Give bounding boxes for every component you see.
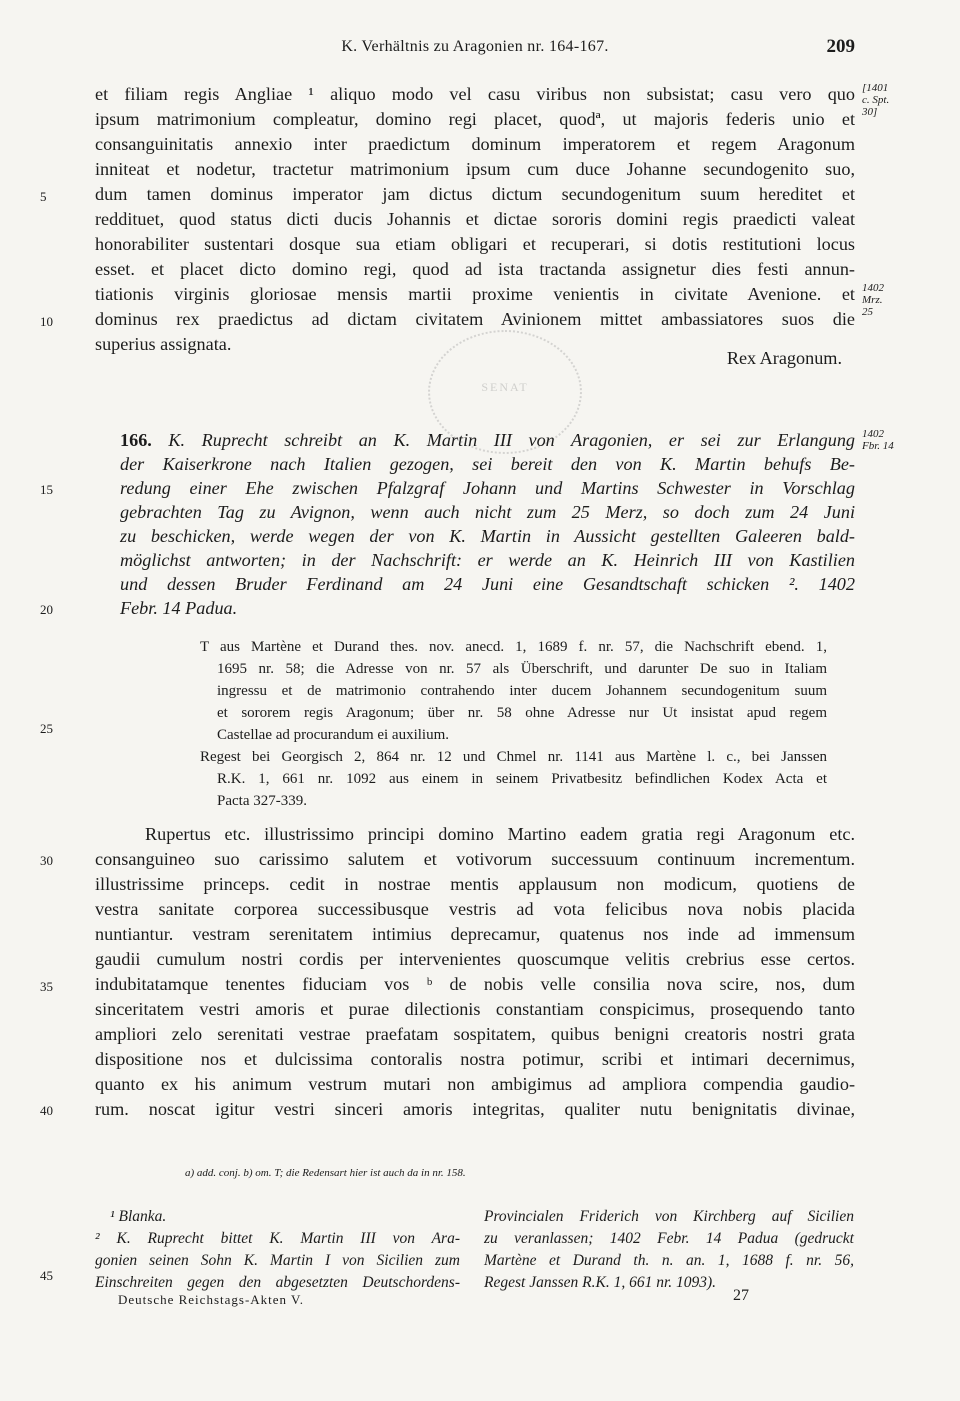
- regest-line: gebrachten Tag zu Avignon, wenn auch nicht zum 25 Merz, so doch zum 24 Juni: [120, 502, 855, 522]
- line-number: 5: [40, 189, 47, 204]
- letter-line: rum. noscat igitur vestri sinceri amoris integritas, qualiter nutu benignitatis divinae,: [95, 1099, 855, 1119]
- footnote-line: Provincialen Friderich von Kirchberg auf Sicilien: [484, 1208, 854, 1225]
- line-number: 35: [40, 979, 53, 994]
- text-line: ipsum matrimonium compleatur, domino regi placet, quodª, ut majoris federis unio et: [95, 109, 855, 129]
- footnote-line: gonien seinen Sohn K. Martin I von Sicilien zum: [95, 1252, 460, 1269]
- text-line: tiationis virginis gloriosae mensis martii proxime venientis in civitate Avenione. et: [95, 284, 855, 304]
- line-number: 30: [40, 853, 53, 868]
- line-number: 20: [40, 602, 53, 617]
- footnote-line: zu veranlassen; 1402 Febr. 14 Padua (gedruckt: [484, 1230, 854, 1247]
- text-line: inniteat et nodetur, tractetur matrimonium ipsum cum duce Johanne secundogenito suo,: [95, 159, 855, 179]
- text-line: esset. et placet dicto domino regi, quod ad ista tractanda assignetur dies festi annun-: [95, 259, 855, 279]
- signature: Rex Aragonum.: [726, 348, 842, 368]
- line-number: 15: [40, 482, 53, 497]
- margin-date-note: [1401 c. Spt. 30]: [862, 82, 890, 118]
- text-line: dominus rex praedictus ad dictam civitatem Avinionem mittet ambassiatores suos die: [95, 309, 855, 329]
- regest-line: redung einer Ehe zwischen Pfalzgraf Johann und Martins Schwester in Vorschlag: [120, 478, 855, 498]
- letter-line: nuntiantur. vestram serenitatem intimius deprecamur, quatenus nos inde ad immensum: [95, 924, 855, 944]
- letter-line: vestra sanitate corporea successibusque vestris ad vota felicibus nova nobis placida: [95, 899, 855, 919]
- series-label: Deutsche Reichstags-Akten V.: [118, 1292, 305, 1307]
- text-line: reddituet, quod status dicti ducis Johannis et dictae sororis domini regis praedicti valeat: [95, 209, 855, 229]
- text-line: et filiam regis Angliae ¹ aliquo modo vel casu viribus non subsistat; casu vero quo: [95, 84, 855, 104]
- regest-line: und dessen Bruder Ferdinand am 24 Juni eine Gesandtschaft schicken ². 1402: [120, 574, 855, 594]
- source-line: et sororem regis Aragonum; über nr. 58 ohne Adresse nur Ut insistat apud regem: [217, 705, 827, 721]
- regest-line: möglichst antworten; in der Nachschrift: er werde an K. Heinrich III von Kastilien: [120, 550, 855, 570]
- letter-line: indubitatamque tenentes fiduciam vos ᵇ de nobis velle consilia nova scire, nos, dum: [95, 974, 855, 994]
- letter-line: ampliori zelo serenitati vestrae praefatam sospitatem, quibus benigni creatoris nostri grata: [95, 1024, 855, 1044]
- letter-line: sinceritatem vestri amoris et purae dilectionis constantiam conspicimus, prosequendo tanto: [95, 999, 855, 1019]
- letter-line: dispositione nos et dulcissima contoralis nostra potimur, scribi et intimari decernimus,: [95, 1049, 855, 1069]
- page-header: [95, 38, 855, 62]
- footnote-line: ¹ Blanka.: [110, 1208, 167, 1225]
- signature-number: 27: [733, 1287, 749, 1304]
- source-line: 1695 nr. 58; die Adresse von nr. 57 als Überschrift, und darunter De suo in Italiam: [217, 661, 827, 677]
- footnotes-left: [95, 1206, 460, 1294]
- regest-line: zu beschicken, werde wegen der von K. Martin in Aussicht gestellten Galeeren bald-: [120, 526, 855, 546]
- document-number: 166.: [120, 430, 152, 450]
- library-stamp: SENAT: [428, 330, 582, 454]
- source-line: Regest bei Georgisch 2, 864 nr. 12 und Chmel nr. 1141 aus Martène l. c., bei Janssen: [200, 749, 827, 765]
- letter-line: quanto ex his animum vestrum mutari non ambigimus ad ampliora compendia gaudio-: [95, 1074, 855, 1094]
- regest-line: [120, 428, 855, 453]
- source-line: Castellae ad procurandum ei auxilium.: [217, 727, 450, 743]
- letter-line: illustrissime princeps. cedit in nostrae mentis applausum non modicum, quotiens de: [95, 874, 855, 894]
- running-title: K. Verhältnis zu Aragonien nr. 164-167.: [341, 38, 609, 55]
- footnote-line: Regest Janssen R.K. 1, 661 nr. 1093).: [484, 1274, 717, 1291]
- margin-date-note: 1402 Mrz. 25: [862, 282, 884, 318]
- text-line: dum tamen dominus imperator jam dictus dictum secundogenitum suum hereditet et: [95, 184, 855, 204]
- letter-line: Rupertus etc. illustrissimo principi domino Martino eadem gratia regi Aragonum etc.: [145, 824, 855, 844]
- footnote-line: Einschreiten gegen den abgesetzten Deutschordens-: [95, 1274, 460, 1291]
- margin-date-note: 1402 Fbr. 14: [862, 428, 894, 452]
- source-line: Pacta 327-339.: [217, 793, 307, 809]
- footnote-line: ² K. Ruprecht bittet K. Martin III von Ara-: [95, 1230, 460, 1247]
- footnote-line: Martène et Durand th. n. an. 1, 1688 f. nr. 56,: [484, 1252, 854, 1269]
- variant-footnote: a) add. conj. b) om. T; die Redensart hier ist auch da in nr. 158.: [185, 1167, 466, 1179]
- regest-line: der Kaiserkrone nach Italien gezogen, sei bereit den von K. Martin behufs Be-: [120, 454, 855, 474]
- line-number: 25: [40, 721, 53, 736]
- source-line: T aus Martène et Durand thes. nov. anecd. 1, 1689 f. nr. 57, die Nachschrift ebend. 1,: [200, 639, 827, 655]
- text-line: superius assignata.: [95, 334, 232, 354]
- page-number: 209: [826, 36, 855, 57]
- regest-line: Febr. 14 Padua.: [120, 598, 238, 618]
- line-number: 40: [40, 1103, 53, 1118]
- footnotes-right: [484, 1206, 854, 1294]
- letter-line: consanguineo suo carissimo salutem et votivorum successuum continuum incrementum.: [95, 849, 855, 869]
- line-number: 45: [40, 1268, 53, 1283]
- letter-line: gaudii cumulum nostri cordis per intervenientes quoscumque velitis crebrius esse certos.: [95, 949, 855, 969]
- source-line: R.K. 1, 661 nr. 1092 aus einem in seinem Privatbesitz befindlichen Kodex Acta et: [217, 771, 827, 787]
- text-line: consanguinitatis annexio inter praedictum dominum imperatorem et regem Aragonum: [95, 134, 855, 154]
- source-line: ingressu et de matrimonio contrahendo inter ducem Johannem secundogenitum suum: [217, 683, 827, 699]
- text-line: honorabiliter sustentari dosque sua etiam obligari et recuperari, si dotis restitutioni locus: [95, 234, 855, 254]
- regest-text: K. Ruprecht schreibt an K. Martin III von Aragonien, er sei zur Erlangung: [168, 430, 856, 450]
- line-number: 10: [40, 314, 53, 329]
